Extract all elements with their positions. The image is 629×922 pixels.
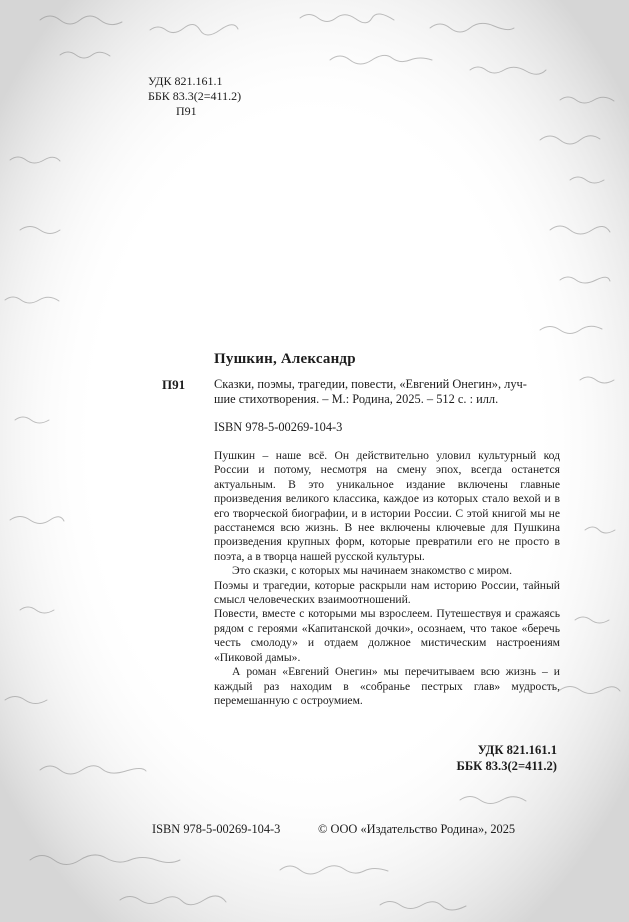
bbk-code-bottom: ББК 83.3(2=411.2)	[456, 759, 557, 773]
bbk-code-top: ББК 83.3(2=411.2)	[148, 89, 242, 103]
catalog-entry	[214, 377, 560, 408]
udk-code-top: УДК 821.161.1	[148, 74, 223, 88]
footer-isbn: ISBN 978-5-00269-104-3	[152, 822, 281, 836]
annotation	[214, 449, 560, 708]
author-name: Пушкин, Александр	[214, 351, 356, 367]
annotation-paragraph-2: Это сказки, с которых мы начинаем знакомство с миром.	[232, 564, 513, 578]
annotation-paragraph-1: Пушкин – наше всё. Он действительно уловил культурный код России и потому, несмотря на смену эпох, всегда останется актуальным. В это уникальное издание включены главные произведения великого классика, каждое из которых стало вехой и в его творческой биографии, и в истории России. С этой книгой мы не расстанемся всю жизнь. В нее включены ключевые для Пушкина произведения крупных форм, которые превратили его не просто в поэта, а в творца нашей русской культуры.	[214, 449, 560, 563]
catalog-entry-line-1: Сказки, поэмы, трагедии, повести, «Евгений Онегин», луч-	[214, 377, 527, 391]
udk-code-bottom: УДК 821.161.1	[477, 743, 557, 757]
annotation-paragraph-4: Повести, вместе с которыми мы взрослеем. Путешествуя и сражаясь рядом с героями «Капитанской дочки», осознаем, что такое «беречь честь смолоду» и отдаем должное мистическим настроениям «Пиковой дамы».	[214, 607, 560, 664]
annotation-paragraph-3: Поэмы и трагедии, которые раскрыли нам историю России, тайный смысл человеческих взаимоотношений.	[214, 578, 560, 607]
author-sign: П91	[162, 377, 186, 392]
copyright: © ООО «Издательство Родина», 2025	[318, 822, 516, 836]
author-sign-top: П91	[176, 104, 197, 118]
annotation-paragraph-5: А роман «Евгений Онегин» мы перечитываем всю жизнь – и каждый раз находим в «собранье пестрых глав» мудрость, перемешанную с остроумием.	[214, 665, 560, 707]
catalog-isbn: ISBN 978-5-00269-104-3	[214, 420, 343, 434]
catalog-entry-line-2: шие стихотворения. – М.: Родина, 2025. – 512 с. : илл.	[214, 392, 499, 407]
